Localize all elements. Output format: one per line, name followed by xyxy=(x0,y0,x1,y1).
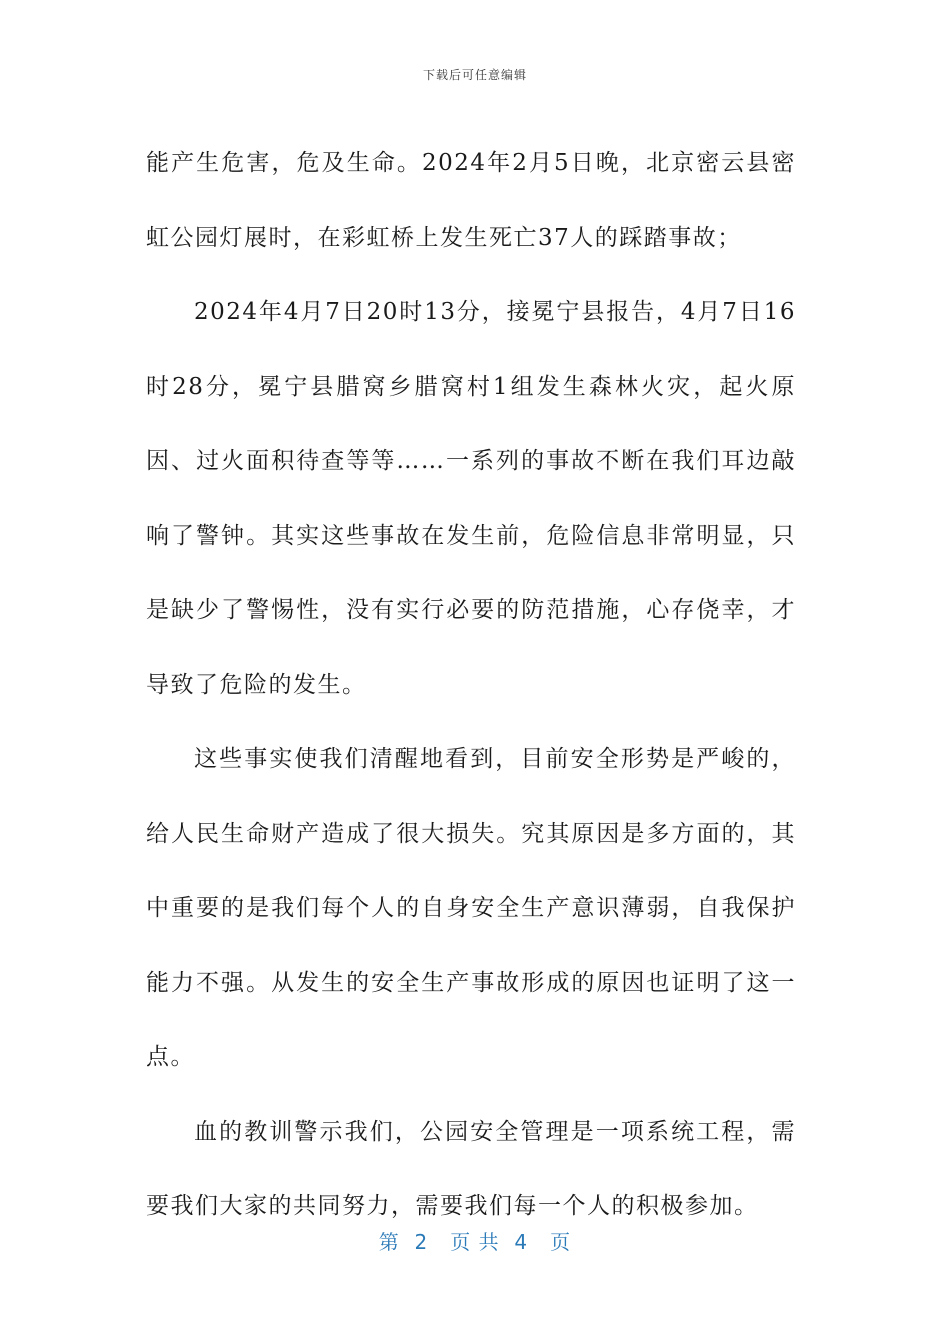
paragraph-lesson: 血的教训警示我们，公园安全管理是一项系统工程，需要我们大家的共同努力，需要我们每一个人的积极参加。 xyxy=(146,1118,796,1219)
page-number: 第 2 页 共 4 页 xyxy=(378,1230,572,1254)
paragraph-continuation: 能产生危害，危及生命。2024年2月5日晚，北京密云县密虹公园灯展时，在彩虹桥上发生死亡37人的踩踏事故； xyxy=(146,150,796,251)
header-note: 下载后可任意编辑 xyxy=(422,68,527,82)
paragraph-safety-situation: 这些事实使我们清醒地看到，目前安全形势是严峻的，给人民生命财产造成了很大损失。究其原因是多方面的，其中重要的是我们每个人的自身安全生产意识薄弱，自我保护能力不强。从发生的安全生产事故形成的原因也证明了这一点。 xyxy=(146,746,796,1070)
paragraph-forest-fire: 2024年4月7日20时13分，接冕宁县报告，4月7日16时28分，冕宁县腊窝乡腊窝村1组发生森林火灾，起火原因、过火面积待查等等……一系列的事故不断在我们耳边敲响了警钟。其实这些事故在发生前，危险信息非常明显，只是缺少了警惕性，没有实行必要的防范措施，心存侥幸，才导致了危险的发生。 xyxy=(146,299,796,698)
document-body xyxy=(146,126,796,1244)
